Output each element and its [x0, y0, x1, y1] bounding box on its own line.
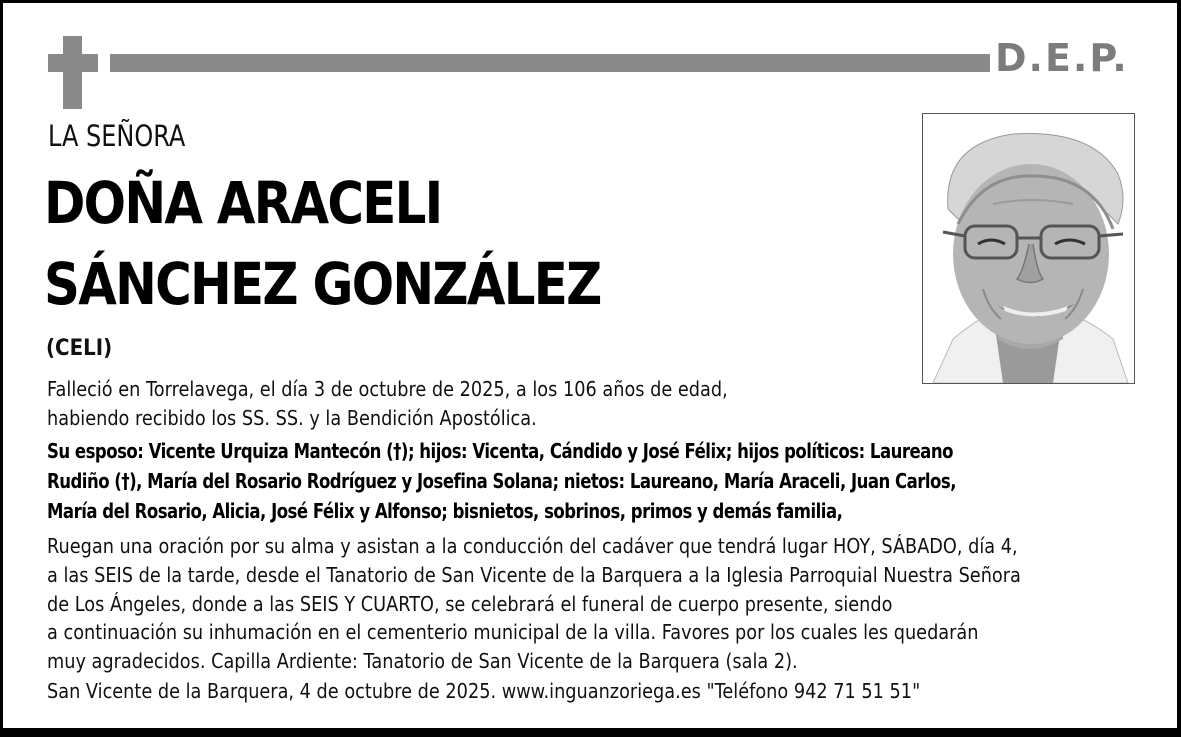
service-line: Ruegan una oración por su alma y asistan a la conducción del cadáver que tendrá lugar HOY, SÁBADO, día 4,	[47, 534, 1018, 558]
footer-place-date: San Vicente de la Barquera, 4 de octubre de 2025.	[47, 679, 497, 703]
deceased-nickname: (CELI)	[46, 336, 113, 361]
deceased-name-line-1: DOÑA ARACELI	[44, 169, 442, 237]
footer	[47, 677, 920, 706]
service-line: a continuación su inhumación en el cementerio municipal de la villa. Favores por los cuales les quedarán	[47, 620, 979, 645]
portrait-photo	[922, 113, 1135, 384]
deceased-name-line-2: SÁNCHEZ GONZÁLEZ	[44, 250, 601, 318]
family-line: Rudiño (†), María del Rosario Rodríguez y Josefina Solana; nietos: Laureano, María Araceli, Juan Carlos,	[47, 469, 956, 493]
service-line: muy agradecidos. Capilla Ardiente: Tanatorio de San Vicente de la Barquera (sala 2).	[47, 649, 798, 674]
header-rule	[110, 54, 990, 72]
death-notice	[47, 375, 728, 432]
service-details	[47, 532, 1021, 676]
cross-icon	[63, 36, 82, 109]
portrait-image	[923, 114, 1134, 383]
cross-icon-arm	[48, 54, 98, 72]
footer-phone: "Teléfono 942 71 51 51"	[706, 679, 921, 703]
family-line: María del Rosario, Alicia, José Félix y Alfonso; bisnietos, sobrinos, primos y demás familia,	[47, 499, 843, 523]
death-notice-line: habiendo recibido los SS. SS. y la Bendición Apostólica.	[47, 405, 537, 430]
family-list	[47, 436, 956, 526]
service-line: de Los Ángeles, donde a las SEIS Y CUARTO, se celebrará el funeral de cuerpo presente, siendo	[47, 591, 893, 616]
dep-label: D.E.P.	[995, 36, 1129, 80]
footer-website[interactable]: www.inguanzoriega.es	[501, 679, 701, 703]
service-line: a las SEIS de la tarde, desde el Tanatorio de San Vicente de la Barquera a la Iglesia Parroquial Nuestra Señora	[47, 562, 1021, 587]
family-line: Su esposo: Vicente Urquiza Mantecón (†); hijos: Vicenta, Cándido y José Félix; hijos políticos: Laureano	[47, 439, 953, 463]
title-prefix: LA SEÑORA	[48, 119, 186, 153]
death-notice-line: Falleció en Torrelavega, el día 3 de octubre de 2025, a los 106 años de edad,	[47, 377, 728, 401]
